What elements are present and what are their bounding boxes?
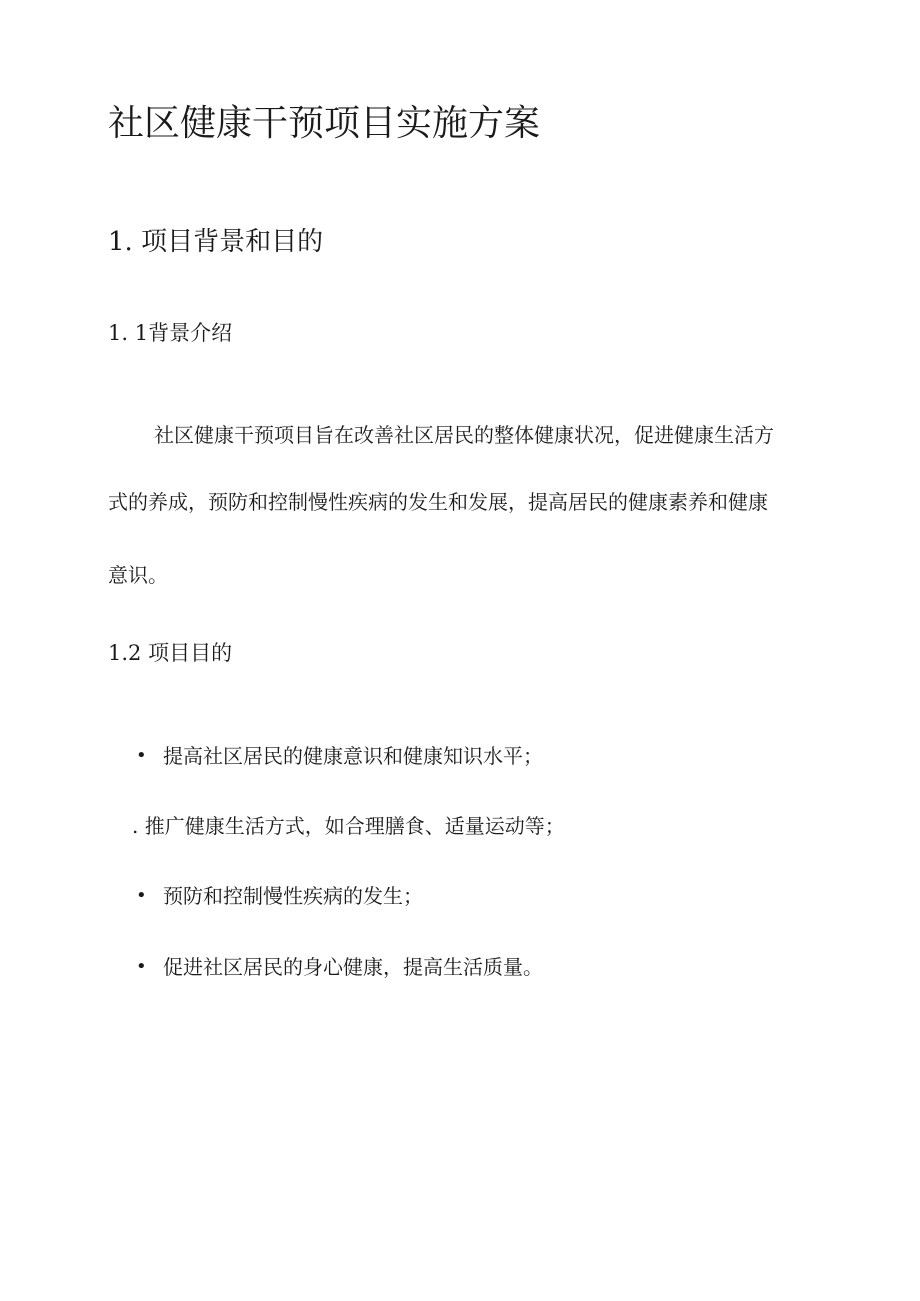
bullet-icon: •: [136, 745, 147, 766]
paragraph-line: 社区健康干预项目旨在改善社区居民的整体健康状况，促进健康生活方: [154, 423, 774, 447]
subsection-heading-background: 1. 1背景介绍: [108, 321, 233, 345]
list-item: 促进社区居民的身心健康，提高生活质量。: [163, 955, 543, 979]
subsection-heading-goals: 1.2 项目目的: [108, 641, 233, 665]
bullet-icon: •: [136, 956, 147, 977]
list-item: 提高社区居民的健康意识和健康知识水平；: [163, 744, 543, 768]
list-item: . 推广健康生活方式，如合理膳食、适量运动等；: [132, 814, 565, 838]
document-title: 社区健康干预项目实施方案: [108, 103, 541, 144]
paragraph-line: 式的养成，预防和控制慢性疾病的发生和发展，提高居民的健康素养和健康: [108, 490, 768, 514]
bullet-icon: •: [136, 885, 147, 906]
paragraph-line: 意识。: [108, 563, 168, 587]
list-item: 预防和控制慢性疾病的发生；: [163, 884, 423, 908]
section-heading: 1. 项目背景和目的: [108, 227, 324, 257]
